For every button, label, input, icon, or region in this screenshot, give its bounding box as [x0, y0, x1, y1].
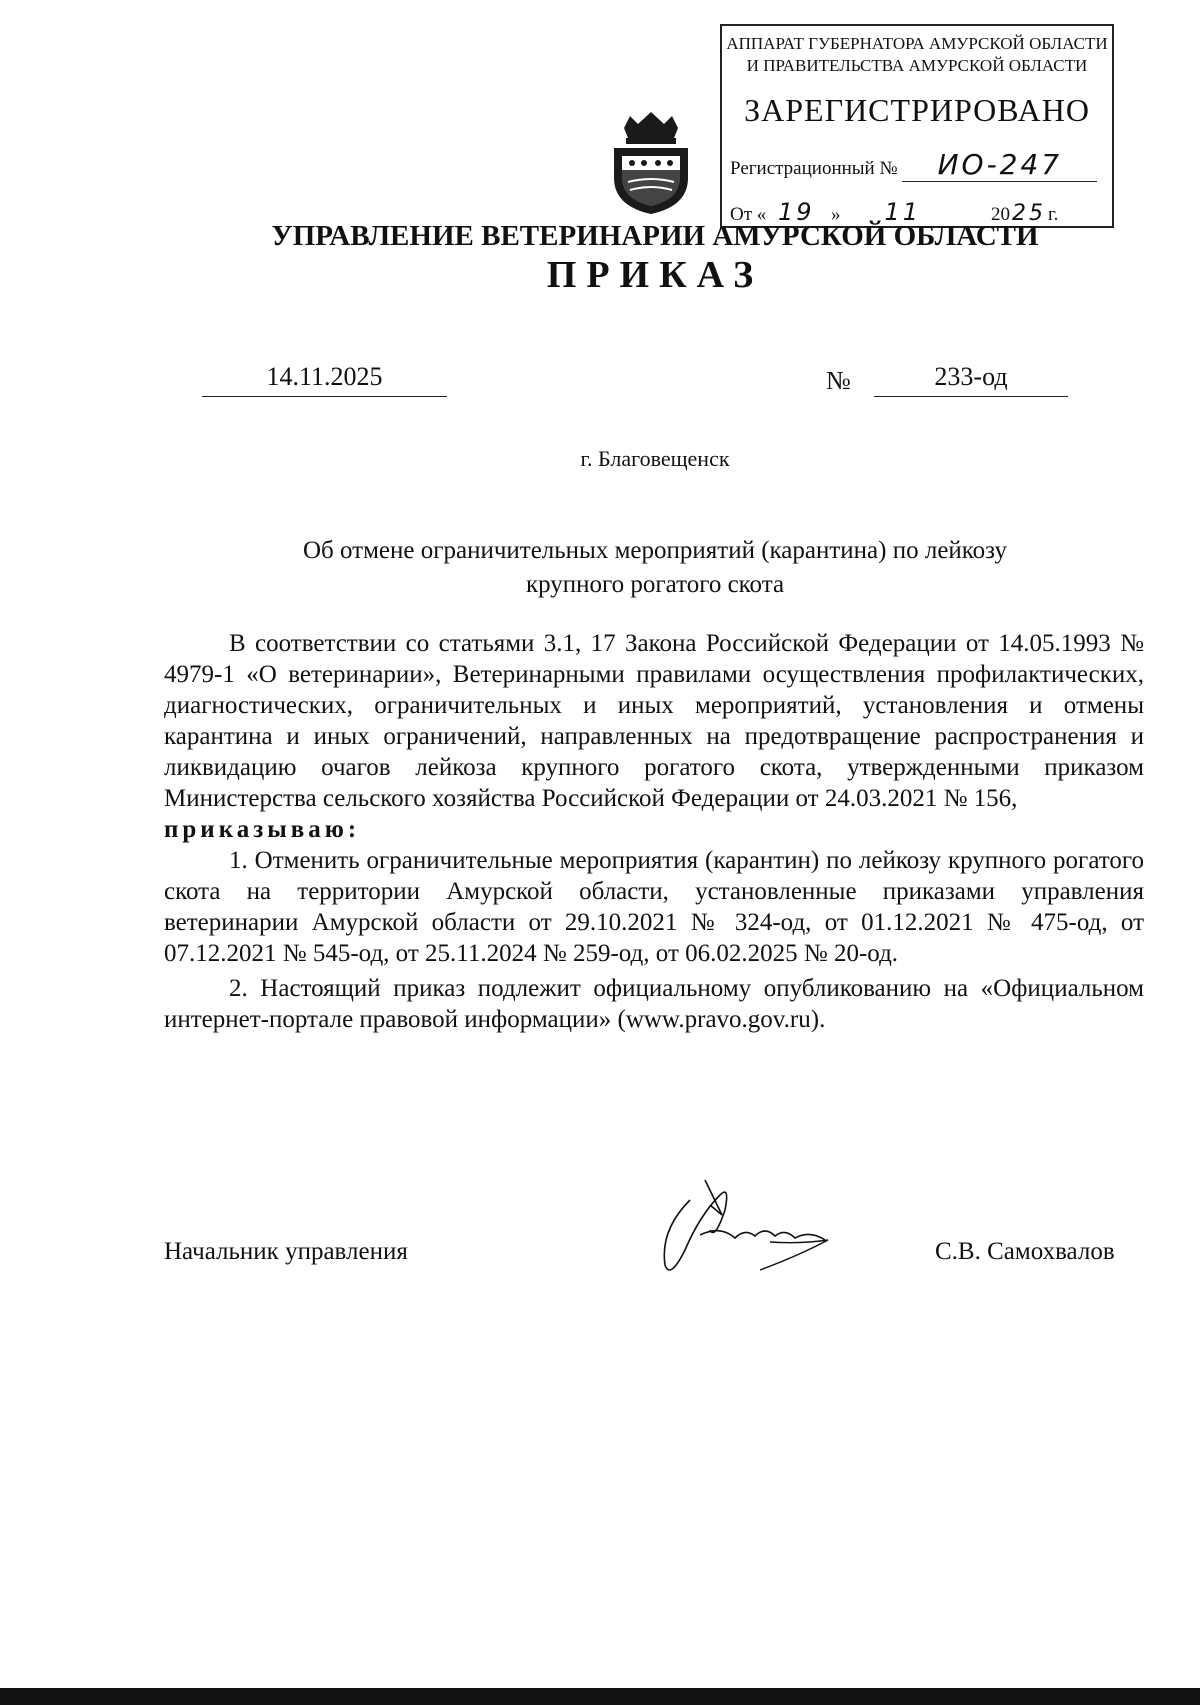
- organization-name: УПРАВЛЕНИЕ ВЕТЕРИНАРИИ АМУРСКОЙ ОБЛАСТИ: [271, 220, 1039, 252]
- stamp-date-year-suffix: 25: [1012, 201, 1047, 226]
- document-subject: [180, 534, 1130, 602]
- stamp-date-quote: »: [831, 204, 841, 225]
- document-number: 233-од: [874, 362, 1068, 397]
- number-sign: №: [826, 366, 851, 395]
- coat-of-arms-icon: [608, 108, 694, 216]
- preamble-paragraph: В соответствии со статьями 3.1, 17 Закона Российской Федерации от 14.05.1993 № 4979-1 «О ветеринарии», Ветеринарными правилами осуществления профилактических, диагностических, ограничительных и иных мероприятий, установления и отмены карантина и иных ограничений, направленных на предотвращение распространения и ликвидацию очагов лейкоза крупного рогатого скота, утвержденными приказом Министерства сельского хозяйства Российской Федерации от 24.03.2021 № 156,: [164, 630, 1144, 812]
- document-date: 14.11.2025: [202, 362, 447, 397]
- registration-stamp: [720, 24, 1114, 228]
- stamp-org-line-2: И ПРАВИТЕЛЬСТВА АМУРСКОЙ ОБЛАСТИ: [746, 56, 1088, 75]
- stamp-reg-label: Регистрационный №: [730, 158, 898, 179]
- stamp-date-year-unit: г.: [1048, 204, 1059, 225]
- stamp-org-line-1: АППАРАТ ГУБЕРНАТОРА АМУРСКОЙ ОБЛАСТИ: [726, 34, 1108, 53]
- document-body: [164, 628, 1144, 1035]
- handwritten-signature: [650, 1170, 860, 1290]
- signer-name: С.В. Самохвалов: [935, 1238, 1115, 1265]
- subject-line-1: Об отмене ограничительных мероприятий (карантина) по лейкозу: [302, 537, 1008, 564]
- subject-line-2: крупного рогатого скота: [525, 571, 785, 598]
- order-word: приказываю:: [164, 816, 361, 843]
- signer-position: Начальник управления: [164, 1238, 408, 1265]
- stamp-date-month: 11: [845, 198, 960, 227]
- stamp-date-label: От «: [730, 204, 767, 225]
- order-item-2: 2. Настоящий приказ подлежит официальному опубликованию на «Официальном интернет-портале правовой информации» (www.pravo.gov.ru).: [164, 975, 1144, 1033]
- scan-edge-bar: [0, 1688, 1200, 1705]
- order-item-1: 1. Отменить ограничительные мероприятия (карантин) по лейкозу крупного рогатого скота на территории Амурской области, установленные приказами управления ветеринарии Амурской области от 29.10.2021 № 324-од, от 01.12.2021 № 475-од, от 07.12.2021 № 545-од, от 25.11.2024 № 259-од, от 06.02.2025 № 20-од.: [164, 847, 1144, 967]
- city: г. Благовещенск: [580, 446, 730, 471]
- stamp-date-day: 19: [766, 198, 826, 227]
- stamp-date-year-prefix: 20: [991, 204, 1011, 225]
- stamp-title: ЗАРЕГИСТРИРОВАНО: [744, 92, 1090, 128]
- stamp-reg-number: ИО-247: [902, 148, 1097, 182]
- stamp-reg-row: [730, 148, 1097, 182]
- document-type: ПРИКАЗ: [546, 254, 764, 296]
